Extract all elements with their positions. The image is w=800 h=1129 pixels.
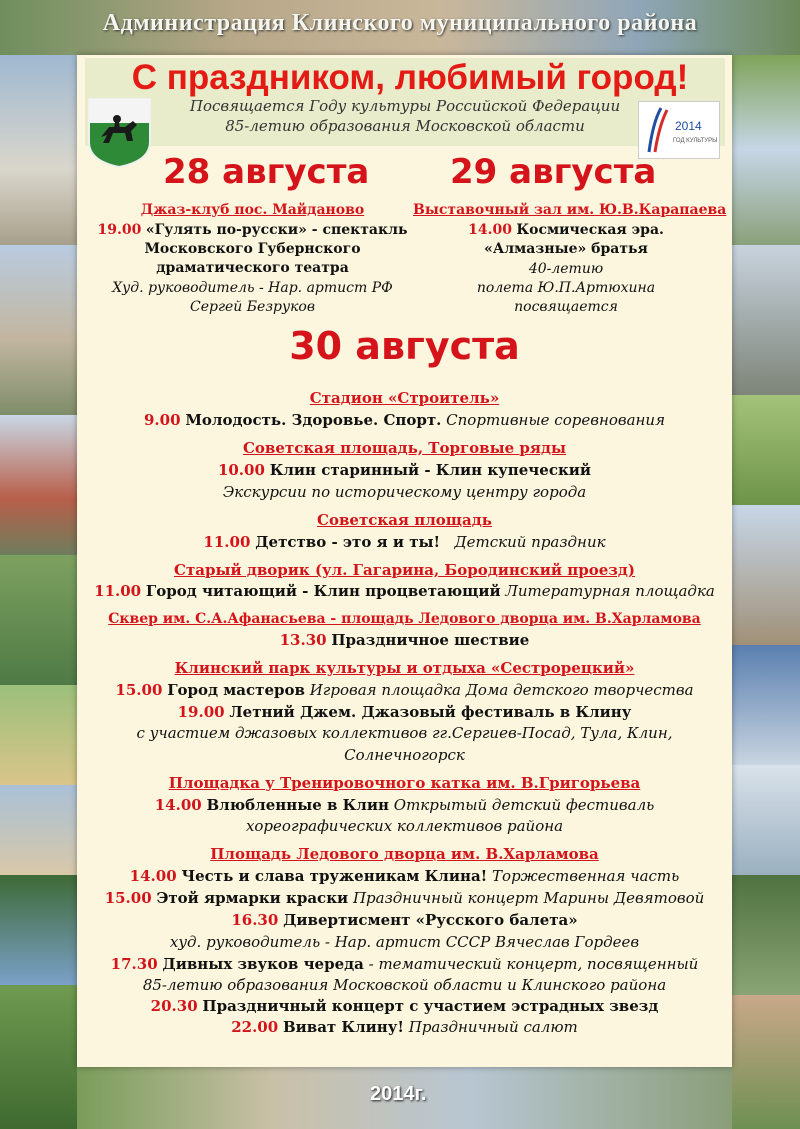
event-title: Праздничное шествие — [331, 631, 530, 649]
event-line — [77, 866, 732, 886]
event-time: 11.00 — [203, 533, 251, 551]
event-title: Дивных звуков череда — [162, 955, 364, 973]
venue-afanasyev-square: Сквер им. С.А.Афанасьева - площадь Ледового дворца им. В.Харламова — [108, 611, 701, 627]
event-title: Город мастеров — [167, 681, 305, 699]
event-title: Честь и слава труженикам Клина! — [181, 867, 488, 885]
dedication-line-1: Посвящается Году культуры Российской Федерации — [189, 97, 621, 115]
event-title: Влюбленные в Клин — [206, 796, 389, 814]
event-desc: Спортивные соревнования — [446, 411, 665, 429]
event-time: 14.00 — [154, 796, 202, 814]
event-time: 10.00 — [217, 461, 265, 479]
venue-stadium: Стадион «Строитель» — [309, 389, 500, 407]
event-line — [77, 460, 732, 480]
event-time: 16.30 — [231, 911, 279, 929]
venue-sestroretsky-park: Клинский парк культуры и отдыха «Сестрорецкий» — [174, 659, 635, 677]
event-time: 15.00 — [115, 681, 163, 699]
event-desc: Открытый детский фестиваль — [393, 796, 655, 814]
event-desc: Экскурсии по историческому центру города — [222, 483, 587, 501]
event-time: 14.00 — [129, 867, 177, 885]
event-time: 15.00 — [104, 889, 152, 907]
event-desc: хореографических коллективов района — [245, 817, 564, 835]
date-aug-30: 30 августа — [289, 324, 520, 368]
event-time: 14.00 — [468, 222, 512, 238]
credit-aug28-line-2: Сергей Безруков — [189, 299, 315, 315]
event-title: Детство - это я и ты! — [255, 533, 441, 551]
dedication-line-2: 85-летию образования Московской области — [225, 117, 585, 135]
event-title: Город читающий - Клин процветающий — [145, 582, 501, 600]
venue-sovetskaya-trading-rows: Советская площадь, Торговые ряды — [242, 439, 566, 457]
event-desc: - тематический концерт, посвященный — [368, 955, 699, 973]
event-line — [77, 581, 732, 601]
event-line — [77, 680, 732, 700]
credit-aug29-line-1: 40-летию — [528, 261, 604, 277]
poster-title: С праздником, любимый город! — [131, 58, 689, 97]
event-title: Дивертисмент «Русского балета» — [283, 911, 578, 929]
venue-grigoriev-rink: Площадка у Тренировочного катка им. В.Григорьева — [168, 774, 641, 792]
venue-aug28: Джаз-клуб пос. Майданово — [140, 202, 365, 218]
event-time: 20.30 — [150, 997, 198, 1015]
event-line — [77, 954, 732, 974]
date-aug-29: 29 августа — [450, 152, 657, 192]
event-desc: Торжественная часть — [492, 867, 680, 885]
venue-kharlamov-ice-palace: Площадь Ледового дворца им. В.Харламова — [210, 845, 599, 863]
event-time: 17.30 — [110, 955, 158, 973]
event-aug29-line-2: «Алмазные» братья — [484, 241, 648, 257]
venue-sovetskaya: Советская площадь — [317, 511, 492, 529]
event-aug28-line-3: драматического театра — [156, 260, 349, 276]
event-desc: Праздничный салют — [408, 1018, 578, 1036]
credit-aug29-line-3: посвящается — [514, 299, 618, 315]
event-desc: Солнечногорск — [344, 746, 465, 764]
event-aug29-line-1 — [413, 221, 719, 240]
event-desc: с участием джазовых коллективов гг.Сергиев-Посад, Тула, Клин, — [136, 724, 673, 742]
event-line — [77, 702, 732, 722]
footer-year: 2014г. — [370, 1083, 427, 1105]
event-line — [77, 888, 732, 908]
header-title: Администрация Клинского муниципального района — [102, 10, 698, 36]
event-title: Клин старинный - Клин купеческий — [269, 461, 592, 479]
event-line — [77, 630, 732, 650]
klin-coat-of-arms-icon — [87, 97, 152, 169]
event-line — [77, 996, 732, 1016]
event-time: 9.00 — [143, 411, 181, 429]
event-time: 13.30 — [279, 631, 327, 649]
event-title: Космическая эра. — [516, 222, 664, 238]
venue-old-yard: Старый дворик (ул. Гагарина, Бородинский проезд) — [174, 561, 635, 579]
credit-aug29-line-2: полета Ю.П.Артюхина — [476, 280, 656, 296]
event-aug28-line-1 — [90, 221, 415, 240]
event-desc: худ. руководитель - Нар. артист СССР Вячеслав Гордеев — [169, 933, 640, 951]
event-desc: Детский праздник — [454, 533, 606, 551]
event-title: Этой ярмарки краски — [156, 889, 349, 907]
event-desc: Игровая площадка Дома детского творчества — [309, 681, 694, 699]
logo-caption-text: ГОД КУЛЬТУРЫ — [673, 138, 718, 144]
event-line — [77, 532, 732, 552]
event-title: «Гулять по-русски» - спектакль — [145, 222, 408, 238]
event-desc: Праздничный концерт Марины Девятовой — [352, 889, 705, 907]
event-title: Молодость. Здоровье. Спорт. — [185, 411, 442, 429]
venue-aug29: Выставочный зал им. Ю.В.Карапаева — [413, 202, 727, 218]
event-title: Праздничный концерт с участием эстрадных звезд — [202, 997, 659, 1015]
event-title: Виват Клину! — [282, 1018, 404, 1036]
event-time: 19.00 — [97, 222, 142, 238]
logo-year-text: 2014 — [675, 119, 702, 133]
event-aug28-line-2: Московского Губернского — [144, 241, 361, 257]
credit-aug28-line-1: Худ. руководитель - Нар. артист РФ — [112, 280, 393, 296]
year-of-culture-logo — [638, 101, 720, 159]
event-time: 22.00 — [231, 1018, 279, 1036]
event-line — [77, 410, 732, 430]
event-desc: 85-летию образования Московской области и Клинского района — [142, 976, 667, 994]
event-time: 19.00 — [177, 703, 225, 721]
event-line — [77, 1017, 732, 1037]
event-line — [77, 795, 732, 815]
event-time: 11.00 — [94, 582, 142, 600]
event-title: Летний Джем. Джазовый фестиваль в Клину — [229, 703, 632, 721]
event-desc: Литературная площадка — [505, 582, 715, 600]
event-line — [77, 910, 732, 930]
date-aug-28: 28 августа — [163, 152, 370, 192]
